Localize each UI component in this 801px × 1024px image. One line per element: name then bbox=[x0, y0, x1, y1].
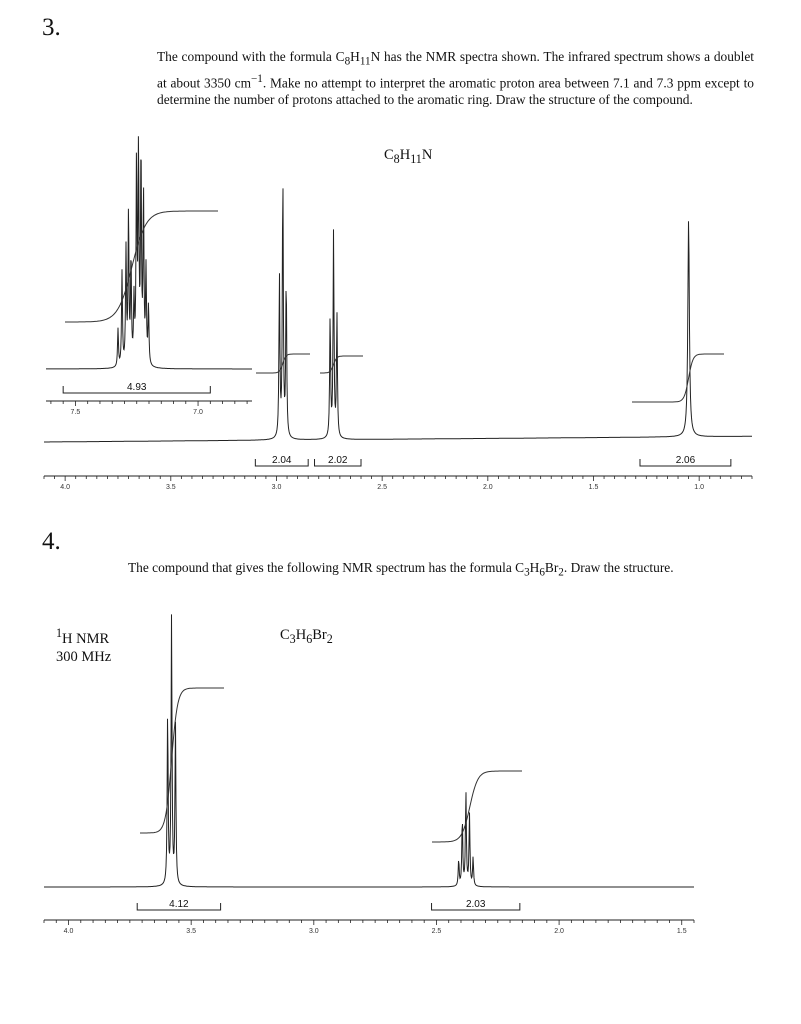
text-sup: −1 bbox=[250, 72, 263, 85]
x-tick-label: 2.0 bbox=[482, 484, 493, 491]
x-tick-label: 3.0 bbox=[308, 928, 319, 935]
formula-sub: 6 bbox=[306, 631, 313, 646]
x-tick-label: 1.0 bbox=[694, 484, 705, 491]
integral-curve bbox=[432, 771, 522, 842]
text-part: H bbox=[529, 560, 540, 575]
x-tick-label: 4.0 bbox=[63, 928, 74, 935]
x-tick-label: 7.5 bbox=[70, 409, 81, 416]
text-part: . Draw the structure. bbox=[563, 560, 674, 575]
text-sub: 8 bbox=[344, 55, 351, 68]
text-part: The compound that gives the following NMR spectrum has the formula C bbox=[128, 560, 525, 575]
text-sub: 3 bbox=[524, 566, 530, 579]
problem-number: 3. bbox=[42, 14, 61, 41]
integral-curve bbox=[632, 354, 724, 402]
x-tick-label: 1.5 bbox=[588, 484, 599, 491]
spectrum-trace bbox=[44, 188, 752, 442]
integral-curve bbox=[320, 356, 363, 373]
x-tick-label: 7.0 bbox=[193, 409, 203, 416]
problem-number: 4. bbox=[42, 528, 61, 555]
text-sub: 2 bbox=[558, 566, 564, 579]
formula-sub: 2 bbox=[326, 631, 333, 646]
integration-label: 2.03 bbox=[465, 899, 486, 910]
x-tick-label: 3.0 bbox=[271, 484, 282, 491]
integration-label: 2.06 bbox=[675, 455, 696, 466]
integral-curve bbox=[256, 354, 310, 373]
formula-sub: 11 bbox=[410, 151, 422, 166]
spectrum-trace bbox=[44, 614, 694, 887]
formula-part: N bbox=[421, 147, 433, 163]
text-part: Br bbox=[544, 560, 559, 575]
text-sub: 6 bbox=[539, 566, 545, 579]
x-tick-label: 2.5 bbox=[377, 484, 388, 491]
x-tick-label: 2.0 bbox=[554, 928, 564, 935]
integration-label: 4.93 bbox=[127, 382, 147, 393]
integration-label: 4.12 bbox=[169, 899, 189, 910]
text-part: H bbox=[350, 49, 360, 64]
integral-curve bbox=[140, 688, 224, 833]
text-part: N has the NMR spectra shown. The infrared spectrum shows a doublet at about 3350 cm bbox=[157, 49, 754, 91]
x-tick-label: 2.5 bbox=[431, 928, 442, 935]
formula-part: C bbox=[280, 627, 290, 643]
formula-part: Br bbox=[312, 627, 327, 643]
instrument-part: H NMR bbox=[62, 630, 110, 647]
x-tick-label: 3.5 bbox=[165, 484, 176, 491]
text-part: The compound with the formula C bbox=[157, 49, 345, 64]
x-tick-label: 4.0 bbox=[60, 484, 71, 491]
instrument-part: 300 MHz bbox=[56, 648, 112, 665]
integration-label: 2.02 bbox=[328, 455, 348, 466]
x-tick-label: 3.5 bbox=[186, 928, 197, 935]
text-sub: 11 bbox=[359, 55, 371, 68]
formula-part: H bbox=[399, 147, 411, 163]
formula-part: C bbox=[384, 147, 394, 163]
text-part: . Make no attempt to interpret the aromatic proton area between 7.1 and 7.3 ppm except to determine the number of protons attached to the aromatic ring. Draw the structure of the compound. bbox=[157, 75, 754, 108]
instrument-sup: 1 bbox=[56, 626, 63, 640]
formula-sub: 3 bbox=[289, 631, 296, 646]
x-tick-label: 1.5 bbox=[676, 928, 687, 935]
formula-sub: 8 bbox=[393, 151, 400, 166]
formula-part: H bbox=[295, 627, 307, 643]
inset-trace bbox=[46, 136, 252, 369]
integration-label: 2.04 bbox=[272, 455, 292, 466]
